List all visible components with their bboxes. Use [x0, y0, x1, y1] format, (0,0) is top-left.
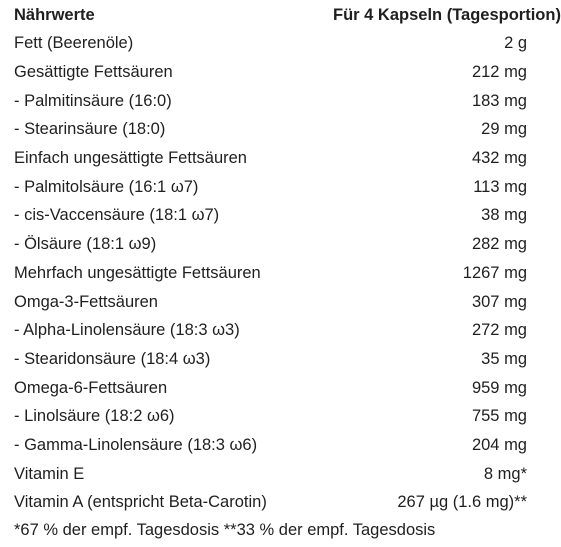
nutrient-name: Mehrfach ungesättigte Fettsäuren [14, 263, 261, 282]
nutrient-name: Vitamin E [14, 464, 85, 483]
nutrient-amount: 212 mg [471, 63, 527, 82]
nutrient-name: - Ölsäure (18:1 ω9) [14, 235, 157, 254]
table-row [0, 259, 533, 288]
nutrient-name: Fett (Beerenöle) [14, 34, 134, 53]
nutrient-amount: 204 mg [471, 435, 527, 454]
nutrient-name: - Gamma-Linolensäure (18:3 ω6) [14, 435, 258, 454]
table-row [0, 459, 533, 488]
nutrient-amount: 38 mg [481, 206, 527, 225]
nutrient-name: - Palmitinsäure (16:0) [14, 91, 172, 110]
nutrient-amount: 307 mg [471, 292, 527, 311]
table-row [0, 488, 533, 517]
table-row [0, 86, 533, 115]
table-row [0, 373, 533, 402]
nutrient-name: Einfach ungesättigte Fettsäuren [14, 149, 247, 168]
table-row [0, 230, 533, 259]
nutrient-name: - Palmitolsäure (16:1 ω7) [14, 177, 199, 196]
table-row [0, 287, 533, 316]
table-row [0, 201, 533, 230]
nutrient-name: Vitamin A (entspricht Beta-Carotin) [14, 493, 267, 512]
nutrient-amount: 113 mg [473, 177, 527, 196]
nutrient-name: Gesättigte Fettsäuren [14, 63, 173, 82]
table-row [0, 431, 533, 460]
nutrient-amount: 29 mg [481, 120, 527, 139]
nutrient-amount: 267 µg (1.6 mg)** [397, 493, 527, 512]
nutrient-name: Omega-6-Fettsäuren [14, 378, 168, 397]
nutrient-amount: 35 mg [481, 349, 527, 368]
nutrient-amount: 8 mg* [483, 464, 527, 483]
nutrient-name: - Stearidonsäure (18:4 ω3) [14, 349, 211, 368]
table-row [0, 345, 533, 374]
table-header-row [0, 0, 533, 29]
nutrient-amount: 2 g [504, 34, 527, 53]
nutrient-name: - Linolsäure (18:2 ω6) [14, 407, 175, 426]
column-header-daily-portion: Für 4 Kapseln (Tagesportion) [333, 5, 561, 24]
nutrient-amount: 959 mg [471, 378, 527, 397]
nutrient-amount: 755 mg [471, 407, 527, 426]
nutrient-amount: 272 mg [471, 321, 527, 340]
nutrient-amount: 1267 mg [462, 263, 527, 282]
column-header-nutrient: Nährwerte [14, 5, 95, 24]
table-row [0, 58, 533, 87]
nutrient-amount: 282 mg [471, 235, 527, 254]
nutrient-name: Omga-3-Fettsäuren [14, 292, 158, 311]
nutrient-amount: 183 mg [471, 91, 527, 110]
nutrient-name: - Alpha-Linolensäure (18:3 ω3) [14, 321, 240, 340]
table-row [0, 29, 533, 58]
daily-value-footnote: *67 % der empf. Tagesdosis **33 % der empf. Tagesdosis [14, 521, 436, 539]
table-row [0, 115, 533, 144]
table-row [0, 144, 533, 173]
table-row [0, 172, 533, 201]
nutrient-name: - cis-Vaccensäure (18:1 ω7) [14, 206, 220, 225]
table-row [0, 402, 533, 431]
table-row [0, 316, 533, 345]
nutrient-name: - Stearinsäure (18:0) [14, 120, 166, 139]
nutrient-amount: 432 mg [471, 149, 527, 168]
